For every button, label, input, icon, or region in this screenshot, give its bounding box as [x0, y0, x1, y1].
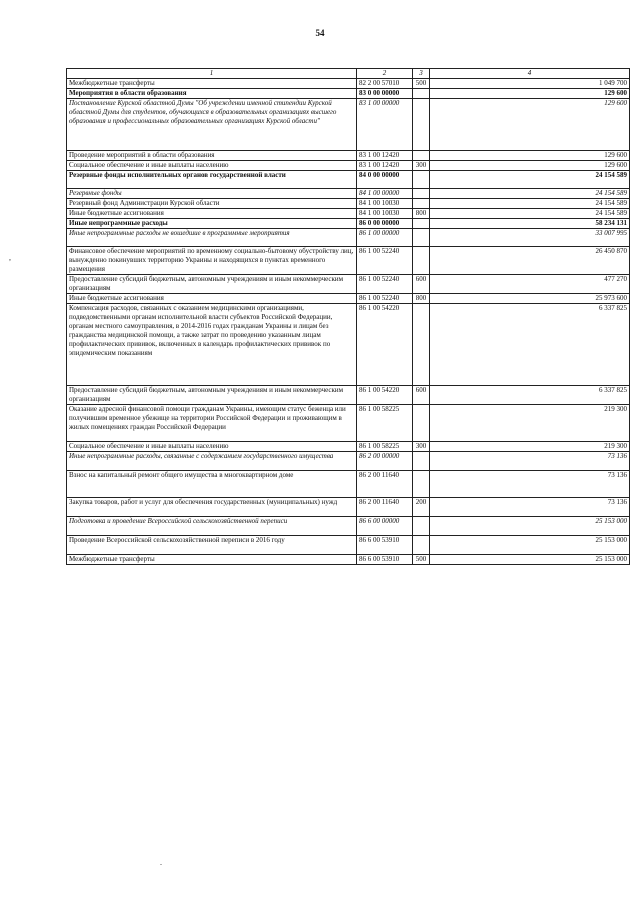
table-row: [67, 189, 630, 199]
cell-name: Иные непрограммные расходы, связанные с содержанием государственного имущества: [67, 452, 357, 471]
cell-code: 86 1 00 52240: [357, 294, 413, 304]
cell-sum: 33 007 995: [430, 229, 630, 247]
header-cell: 2: [357, 69, 413, 79]
header-cell: 4: [430, 69, 630, 79]
cell-code: 83 1 00 00000: [357, 99, 413, 151]
cell-type: [413, 189, 430, 199]
cell-name: Компенсация расходов, связанных с оказанием медицинскими организациями, подведомственными органам исполнительной власти субъектов Российской Федерации, органам местного самоуправления, в 2014-2016 годах гражданам Украины и лицам без гражданства медицинской помощи, а также затрат по проведению указанным лицам профилактических прививок, включенных в календарь профилактических прививок по эпидемическим показаниям: [67, 304, 357, 386]
cell-name: Финансовое обеспечение мероприятий по временному социально-бытовому обустройству лиц, вынужденно покинувших территорию Украины и находящихся в пунктах временного размещения: [67, 247, 357, 275]
cell-type: 600: [413, 386, 430, 405]
header-cell: 1: [67, 69, 357, 79]
cell-code: 86 1 00 00000: [357, 229, 413, 247]
cell-sum: 129 600: [430, 161, 630, 171]
cell-sum: 25 153 000: [430, 555, 630, 565]
cell-code: 82 2 00 57010: [357, 79, 413, 89]
table-row: [67, 471, 630, 498]
cell-name: Закупка товаров, работ и услуг для обеспечения государственных (муниципальных) нужд: [67, 498, 357, 517]
table-row: [67, 247, 630, 275]
cell-code: 86 1 00 54220: [357, 386, 413, 405]
cell-type: 200: [413, 498, 430, 517]
cell-sum: 1 049 700: [430, 79, 630, 89]
table-row: [67, 294, 630, 304]
cell-type: [413, 199, 430, 209]
table-row: [67, 517, 630, 536]
cell-code: 86 1 00 54220: [357, 304, 413, 386]
cell-sum: 24 154 589: [430, 209, 630, 219]
cell-name: Иные бюджетные ассигнования: [67, 294, 357, 304]
cell-type: 800: [413, 209, 430, 219]
cell-sum: 58 234 131: [430, 219, 630, 229]
table-row: [67, 275, 630, 294]
table-row: [67, 555, 630, 565]
budget-table: [66, 68, 630, 565]
table-row: [67, 199, 630, 209]
cell-name: Предоставление субсидий бюджетным, автономным учреждениям и иным некоммерческим организациям: [67, 275, 357, 294]
cell-code: 86 6 00 53910: [357, 555, 413, 565]
cell-type: [413, 536, 430, 555]
cell-type: 300: [413, 442, 430, 452]
cell-name: Иные бюджетные ассигнования: [67, 209, 357, 219]
cell-name: Резервные фонды исполнительных органов государственной власти: [67, 171, 357, 189]
table-row: [67, 209, 630, 219]
cell-name: Проведение Всероссийской сельскохозяйственной переписи в 2016 году: [67, 536, 357, 555]
cell-sum: 73 136: [430, 471, 630, 498]
cell-code: 83 1 00 12420: [357, 161, 413, 171]
cell-name: Мероприятия в области образования: [67, 89, 357, 99]
cell-type: [413, 471, 430, 498]
cell-sum: 26 450 870: [430, 247, 630, 275]
cell-sum: 25 153 000: [430, 517, 630, 536]
table-row: [67, 151, 630, 161]
cell-sum: 129 600: [430, 89, 630, 99]
cell-name: Предоставление субсидий бюджетным, автономным учреждениям и иным некоммерческим организациям: [67, 386, 357, 405]
table-row: [67, 536, 630, 555]
cell-code: 86 2 00 11640: [357, 471, 413, 498]
table-body: [67, 79, 630, 565]
table-row: [67, 99, 630, 151]
cell-code: 86 2 00 00000: [357, 452, 413, 471]
cell-name: Иные непрограммные расходы: [67, 219, 357, 229]
cell-type: [413, 89, 430, 99]
table-row: [67, 452, 630, 471]
cell-type: [413, 99, 430, 151]
cell-code: 84 0 00 00000: [357, 171, 413, 189]
cell-code: 83 0 00 00000: [357, 89, 413, 99]
cell-code: 83 1 00 12420: [357, 151, 413, 161]
cell-name: Проведение мероприятий в области образования: [67, 151, 357, 161]
cell-name: Социальное обеспечение и иные выплаты населению: [67, 161, 357, 171]
table-row: [67, 161, 630, 171]
cell-code: 86 6 00 53910: [357, 536, 413, 555]
cell-name: Постановление Курской областной Думы "Об учреждении именной стипендии Курской областной Думы для студентов, обучающихся в образовательных организациях высшего образования и профессиональных образовательных организациях Курской области": [67, 99, 357, 151]
cell-name: Межбюджетные трансферты: [67, 555, 357, 565]
table-row: [67, 442, 630, 452]
cell-type: [413, 171, 430, 189]
cell-type: 500: [413, 79, 430, 89]
table-row: [67, 229, 630, 247]
table-row: [67, 405, 630, 442]
cell-code: 84 1 00 10030: [357, 199, 413, 209]
cell-type: [413, 229, 430, 247]
cell-type: [413, 452, 430, 471]
cell-code: 86 6 00 00000: [357, 517, 413, 536]
cell-name: Подготовка и проведение Всероссийской сельскохозяйственной переписи: [67, 517, 357, 536]
cell-type: [413, 517, 430, 536]
cell-name: Взнос на капитальный ремонт общего имущества в многоквартирном доме: [67, 471, 357, 498]
cell-code: 86 1 00 52240: [357, 247, 413, 275]
cell-sum: 129 600: [430, 99, 630, 151]
page-number: 54: [315, 28, 325, 38]
table-header: [67, 69, 630, 79]
cell-code: 86 1 00 52240: [357, 275, 413, 294]
cell-code: 86 1 00 58225: [357, 442, 413, 452]
cell-sum: 25 153 000: [430, 536, 630, 555]
cell-name: Межбюджетные трансферты: [67, 79, 357, 89]
table-row: [67, 79, 630, 89]
cell-sum: 73 136: [430, 452, 630, 471]
cell-name: Оказание адресной финансовой помощи гражданам Украины, имеющим статус беженца или получившим временное убежище на территории Российской Федерации и проживающим в жилых помещениях граждан Российской Федерации: [67, 405, 357, 442]
table-row: [67, 498, 630, 517]
cell-type: 300: [413, 161, 430, 171]
cell-sum: 73 136: [430, 498, 630, 517]
cell-name: Социальное обеспечение и иные выплаты населению: [67, 442, 357, 452]
cell-sum: 219 300: [430, 442, 630, 452]
header-cell: 3: [413, 69, 430, 79]
cell-sum: 477 270: [430, 275, 630, 294]
cell-type: [413, 219, 430, 229]
cell-code: 84 1 00 10030: [357, 209, 413, 219]
cell-sum: 129 600: [430, 151, 630, 161]
cell-code: 86 0 00 00000: [357, 219, 413, 229]
cell-type: 600: [413, 275, 430, 294]
cell-type: 800: [413, 294, 430, 304]
table-row: [67, 386, 630, 405]
cell-sum: 6 337 825: [430, 386, 630, 405]
table-row: [67, 219, 630, 229]
margin-mark: .: [160, 858, 162, 867]
cell-type: 500: [413, 555, 430, 565]
cell-sum: 24 154 589: [430, 189, 630, 199]
cell-type: [413, 247, 430, 275]
cell-sum: 25 973 600: [430, 294, 630, 304]
cell-code: 86 1 00 58225: [357, 405, 413, 442]
cell-type: [413, 151, 430, 161]
cell-sum: 24 154 589: [430, 199, 630, 209]
cell-sum: 219 300: [430, 405, 630, 442]
cell-name: Резервные фонды: [67, 189, 357, 199]
cell-code: 84 1 00 00000: [357, 189, 413, 199]
cell-sum: 6 337 825: [430, 304, 630, 386]
margin-mark: ,: [9, 253, 11, 262]
cell-name: Резервный фонд Администрации Курской области: [67, 199, 357, 209]
table-row: [67, 171, 630, 189]
header-row: [67, 69, 630, 79]
cell-sum: 24 154 589: [430, 171, 630, 189]
table-row: [67, 89, 630, 99]
table-row: [67, 304, 630, 386]
cell-type: [413, 405, 430, 442]
cell-code: 86 2 00 11640: [357, 498, 413, 517]
cell-name: Иные непрограммные расходы не вошедшие в программные мероприятия: [67, 229, 357, 247]
cell-type: [413, 304, 430, 386]
